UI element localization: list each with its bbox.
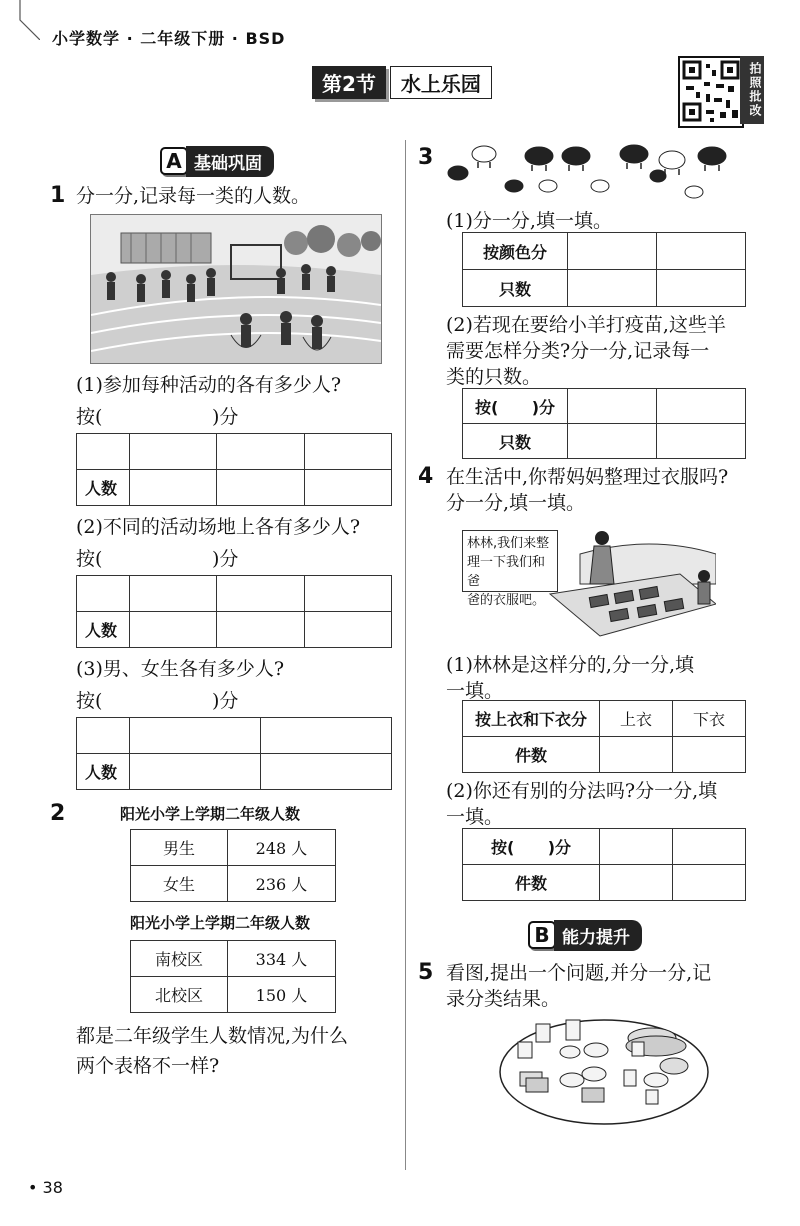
q3-part2-line2: 需要怎样分类?分一分,记录每一 — [446, 340, 710, 362]
bedroom-illustration — [540, 524, 716, 642]
q2-table2-title: 阳光小学上学期二年级人数 — [130, 914, 311, 932]
q2-t2-r1-value: 334 人 — [228, 941, 336, 977]
q1-by-open-2: 按( — [76, 548, 103, 570]
q2-t1-r2-value: 236 人 — [228, 866, 336, 902]
q5-number: 5 — [418, 960, 434, 985]
tableware-illustration — [496, 1014, 712, 1126]
q3-t1-row2-label: 只数 — [463, 270, 568, 307]
q2-t2-r1-label: 南校区 — [131, 941, 228, 977]
table-cell[interactable] — [130, 576, 217, 612]
q3-t2-row2-label: 只数 — [463, 424, 568, 459]
q4-table-1 — [462, 700, 746, 773]
q4-t1-header-bottoms: 下衣 — [673, 701, 746, 737]
q4-part1-line1: (1)林林是这样分的,分一分,填 — [446, 654, 694, 676]
q2-number: 2 — [50, 801, 66, 826]
q1-t2-row-label: 人数 — [77, 612, 130, 648]
q1-part2: (2)不同的活动场地上各有多少人? — [76, 516, 361, 538]
q3-t2-row1-label[interactable]: 按( )分 — [463, 389, 568, 424]
q1-part1: (1)参加每种活动的各有多少人? — [76, 374, 342, 396]
q4-part1-line2: 一填。 — [446, 680, 504, 702]
q1-table-3 — [76, 717, 392, 790]
table-cell[interactable] — [217, 612, 304, 648]
q1-by-open-1: 按( — [76, 406, 103, 428]
q1-t1-header-blank[interactable] — [77, 434, 130, 470]
qr-code[interactable] — [678, 56, 744, 128]
table-cell[interactable] — [673, 865, 746, 901]
q1-t1-row-label: 人数 — [77, 470, 130, 506]
page-number: • 38 — [28, 1178, 63, 1197]
q2-t1-r2-label: 女生 — [131, 866, 228, 902]
table-cell[interactable] — [130, 718, 261, 754]
section-title — [312, 66, 492, 98]
q4-prompt-line1: 在生活中,你帮妈妈整理过衣服吗? — [446, 466, 729, 488]
q1-table-1 — [76, 433, 392, 506]
table-cell[interactable] — [130, 470, 217, 506]
q4-part2-line1: (2)你还有别的分法吗?分一分,填 — [446, 780, 718, 802]
q1-part3: (3)男、女生各有多少人? — [76, 658, 285, 680]
q5-prompt-line2: 录分类结果。 — [446, 988, 561, 1010]
table-cell[interactable] — [568, 424, 657, 459]
q1-by-open-3: 按( — [76, 690, 103, 712]
table-cell[interactable] — [568, 389, 657, 424]
speech-line-2: 理一下我们和爸 — [467, 555, 546, 589]
table-cell[interactable] — [261, 754, 392, 790]
table-cell[interactable] — [130, 434, 217, 470]
q1-table-2 — [76, 575, 392, 648]
q1-t3-header-blank[interactable] — [77, 718, 130, 754]
q3-table-1 — [462, 232, 746, 307]
q1-t2-header-blank[interactable] — [77, 576, 130, 612]
table-cell[interactable] — [673, 829, 746, 865]
table-cell[interactable] — [217, 470, 304, 506]
q1-by-close-3: )分 — [212, 690, 239, 712]
column-divider — [405, 140, 406, 1170]
table-cell[interactable] — [130, 754, 261, 790]
section-b-badge — [528, 920, 642, 950]
table-cell[interactable] — [568, 270, 657, 307]
q1-by-close-2: )分 — [212, 548, 239, 570]
q3-table-2 — [462, 388, 746, 459]
q3-t1-row1-label: 按颜色分 — [463, 233, 568, 270]
sheep-illustration — [444, 140, 744, 206]
q4-number: 4 — [418, 464, 434, 489]
q4-table-2 — [462, 828, 746, 901]
q4-t1-row2-label: 件数 — [463, 737, 600, 773]
q1-number: 1 — [50, 183, 66, 208]
q3-part1: (1)分一分,填一填。 — [446, 210, 612, 232]
q3-part2-line3: 类的只数。 — [446, 366, 542, 388]
table-cell[interactable] — [657, 233, 746, 270]
playground-illustration — [90, 214, 382, 364]
section-a-badge — [160, 146, 274, 176]
section-number: 第2节 — [312, 66, 386, 99]
q4-t2-row2-label: 件数 — [463, 865, 600, 901]
table-cell[interactable] — [657, 424, 746, 459]
table-cell[interactable] — [600, 737, 673, 773]
section-a-letter: A — [160, 147, 188, 175]
section-b-letter: B — [528, 921, 556, 949]
q4-part2-line2: 一填。 — [446, 806, 504, 828]
q4-t1-header-tops: 上衣 — [600, 701, 673, 737]
q4-t2-row1-label[interactable]: 按( )分 — [463, 829, 600, 865]
q1-prompt: 分一分,记录每一类的人数。 — [76, 185, 311, 207]
table-cell[interactable] — [600, 829, 673, 865]
q4-t1-header-label: 按上衣和下衣分 — [463, 701, 600, 737]
q2-table-2 — [130, 940, 336, 1013]
q2-t1-r1-label: 男生 — [131, 830, 228, 866]
table-cell[interactable] — [304, 434, 391, 470]
q3-part2-line1: (2)若现在要给小羊打疫苗,这些羊 — [446, 314, 726, 336]
q2-t1-r1-value: 248 人 — [228, 830, 336, 866]
speech-line-3: 爸的衣服吧。 — [467, 593, 546, 608]
q1-by-close-1: )分 — [212, 406, 239, 428]
q2-t2-r2-value: 150 人 — [228, 977, 336, 1013]
q5-prompt-line1: 看图,提出一个问题,并分一分,记 — [446, 962, 712, 984]
table-cell[interactable] — [304, 470, 391, 506]
table-cell[interactable] — [657, 389, 746, 424]
table-cell[interactable] — [673, 737, 746, 773]
table-cell[interactable] — [217, 576, 304, 612]
table-cell[interactable] — [657, 270, 746, 307]
table-cell[interactable] — [304, 612, 391, 648]
table-cell[interactable] — [304, 576, 391, 612]
section-name: 水上乐园 — [390, 66, 492, 99]
table-cell[interactable] — [600, 865, 673, 901]
q4-prompt-line2: 分一分,填一填。 — [446, 492, 586, 514]
table-cell[interactable] — [217, 434, 304, 470]
qr-label: 拍照批改 — [740, 56, 764, 124]
q2-table-1 — [130, 829, 336, 902]
q1-t3-row-label: 人数 — [77, 754, 130, 790]
corner-mark — [0, 0, 40, 40]
q2-question-line2: 两个表格不一样? — [76, 1055, 220, 1077]
table-cell[interactable] — [568, 233, 657, 270]
q2-table1-title: 阳光小学上学期二年级人数 — [120, 805, 301, 823]
book-header: 小学数学 · 二年级下册 · BSD — [52, 29, 286, 48]
q2-question-line1: 都是二年级学生人数情况,为什么 — [76, 1025, 349, 1047]
speech-line-1: 林林,我们来整 — [467, 536, 550, 551]
q3-number: 3 — [418, 145, 434, 170]
q2-t2-r2-label: 北校区 — [131, 977, 228, 1013]
section-a-label: 基础巩固 — [186, 146, 274, 177]
speech-bubble — [462, 530, 558, 608]
table-cell[interactable] — [130, 612, 217, 648]
section-b-label: 能力提升 — [554, 920, 642, 951]
table-cell[interactable] — [261, 718, 392, 754]
